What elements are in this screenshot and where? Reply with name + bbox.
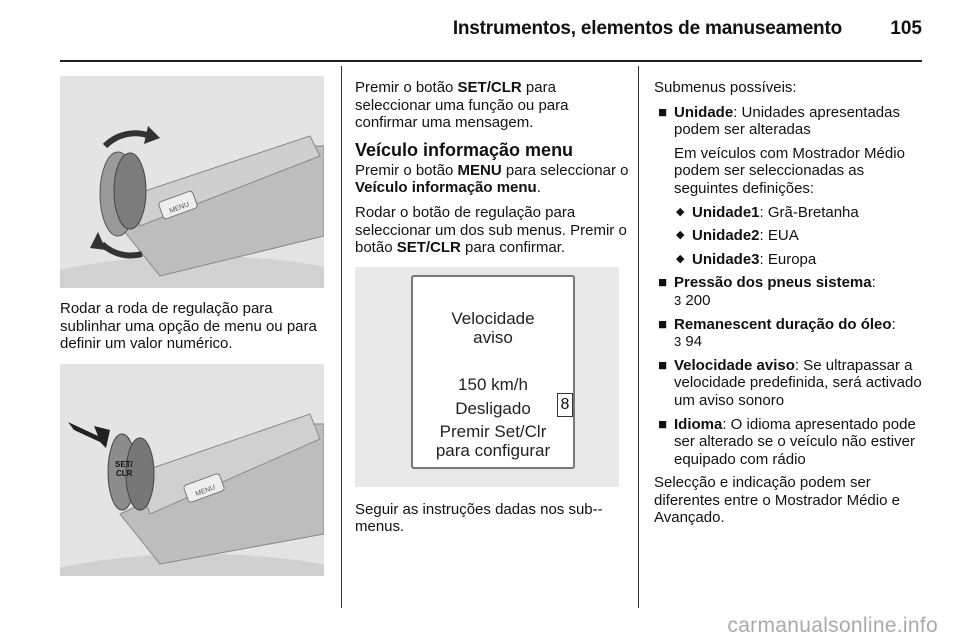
- bold-text: Unidade1: [692, 203, 760, 221]
- watermark: carmanualsonline.info: [727, 614, 938, 637]
- page-reference-icon: 3: [674, 292, 682, 308]
- page-title: Instrumentos, elementos de manuseamento: [452, 18, 842, 39]
- bold-text: SET/CLR: [396, 239, 461, 257]
- display-line: Desligado: [455, 398, 531, 418]
- figure-display-speed-warning: [355, 267, 619, 487]
- list-item: [654, 357, 926, 410]
- list-item: [654, 316, 926, 351]
- text: para seleccionar uma função ou para confirmar uma mensagem.: [355, 79, 569, 132]
- column-separator: [638, 66, 639, 608]
- text: : Grã-Bretanha: [759, 203, 859, 221]
- text: : Unidades apresentadas podem ser alteradas: [674, 103, 900, 139]
- caption-adjustment-wheel: [60, 300, 330, 360]
- bold-text: Idioma: [674, 415, 723, 433]
- sub-list-item: [654, 227, 926, 245]
- text: : Europa: [759, 250, 817, 268]
- bold-text: MENU: [457, 161, 502, 179]
- diamond-icon: ◆: [676, 252, 685, 265]
- page-reference-icon: 3: [674, 334, 682, 350]
- display-line: para configurar: [435, 440, 551, 460]
- list-note: Em veículos com Mostrador Médio podem ser seleccionadas as seguintes definições:: [674, 144, 905, 197]
- text: : EUA: [759, 227, 799, 245]
- text: Premir o botão: [355, 79, 458, 96]
- bold-text: Unidade: [674, 103, 734, 121]
- paragraph-submenu: [355, 204, 630, 257]
- page-reference: 200: [685, 291, 711, 309]
- stalk-label: MENU: [194, 484, 217, 498]
- display-line: aviso: [473, 327, 513, 347]
- paragraph-set-clr: [355, 79, 630, 132]
- text: Rodar o botão de regulação para seleccionar um dos sub menus. Premir o botão: [355, 203, 627, 257]
- closing-paragraph: Selecção e indicação podem ser diferentes entre o Mostrador Médio e Avançado.: [654, 474, 900, 527]
- column-2: [355, 79, 630, 543]
- bold-text: Unidade2: [692, 227, 760, 245]
- bold-text: Veículo informação menu: [355, 179, 537, 197]
- set-clr-label-2: CLR: [116, 469, 133, 478]
- caption-text: Rodar a roda de regulação para sublinhar uma opção de menu ou para definir um valor numérico.: [60, 300, 317, 353]
- display-line: Velocidade: [451, 308, 535, 328]
- text: Premir o botão: [355, 161, 458, 179]
- list-item: [654, 416, 926, 469]
- text: .: [536, 179, 541, 197]
- column-3: [654, 79, 926, 534]
- bullet-icon: ■: [658, 315, 668, 333]
- header-rule: [60, 60, 922, 62]
- list-item: [654, 274, 926, 309]
- bold-text: Velocidade aviso: [674, 356, 795, 374]
- submenus-intro: Submenus possíveis:: [654, 79, 797, 96]
- page-number: 105: [890, 18, 922, 39]
- paragraph-follow-instructions: Seguir as instruções dadas nos sub-menus.: [355, 500, 603, 536]
- bullet-icon: ■: [658, 274, 668, 292]
- text: : O idioma apresentado pode ser alterado se o veículo não estiver equipado com rádio: [674, 415, 916, 468]
- text: para seleccionar o: [501, 161, 629, 179]
- text: :: [871, 274, 876, 292]
- column-separator: [341, 66, 342, 608]
- paragraph-menu: [355, 162, 630, 197]
- display-screen: [411, 275, 575, 469]
- display-badge: 8: [557, 393, 573, 417]
- text: para confirmar.: [460, 239, 566, 257]
- section-heading: Veículo informação menu: [355, 139, 574, 160]
- bold-text: SET/CLR: [457, 79, 522, 96]
- sub-list-item: [654, 204, 926, 222]
- bold-text: Pressão dos pneus sistema: [674, 274, 872, 292]
- bold-text: Remanescent duração do óleo: [674, 315, 892, 333]
- page-reference: 94: [685, 333, 703, 351]
- figure-adjustment-wheel: [60, 76, 324, 288]
- list-item: [654, 104, 926, 139]
- text: : Se ultrapassar a velocidade predefinida, será activado um aviso sonoro: [674, 356, 922, 409]
- display-line: 150 km/h: [458, 374, 528, 394]
- figure-set-clr-button: [60, 364, 324, 576]
- stalk-label: MENU: [168, 201, 191, 215]
- bullet-icon: ■: [658, 415, 668, 433]
- set-clr-label-1: SET/: [115, 460, 133, 469]
- bold-text: Unidade3: [692, 250, 760, 268]
- diamond-icon: ◆: [676, 229, 685, 242]
- diamond-icon: ◆: [676, 205, 685, 218]
- text: :: [891, 315, 896, 333]
- sub-list-item: [654, 251, 926, 269]
- bullet-icon: ■: [658, 356, 668, 374]
- bullet-icon: ■: [658, 103, 668, 121]
- display-line: Premir Set/Clr: [439, 421, 547, 441]
